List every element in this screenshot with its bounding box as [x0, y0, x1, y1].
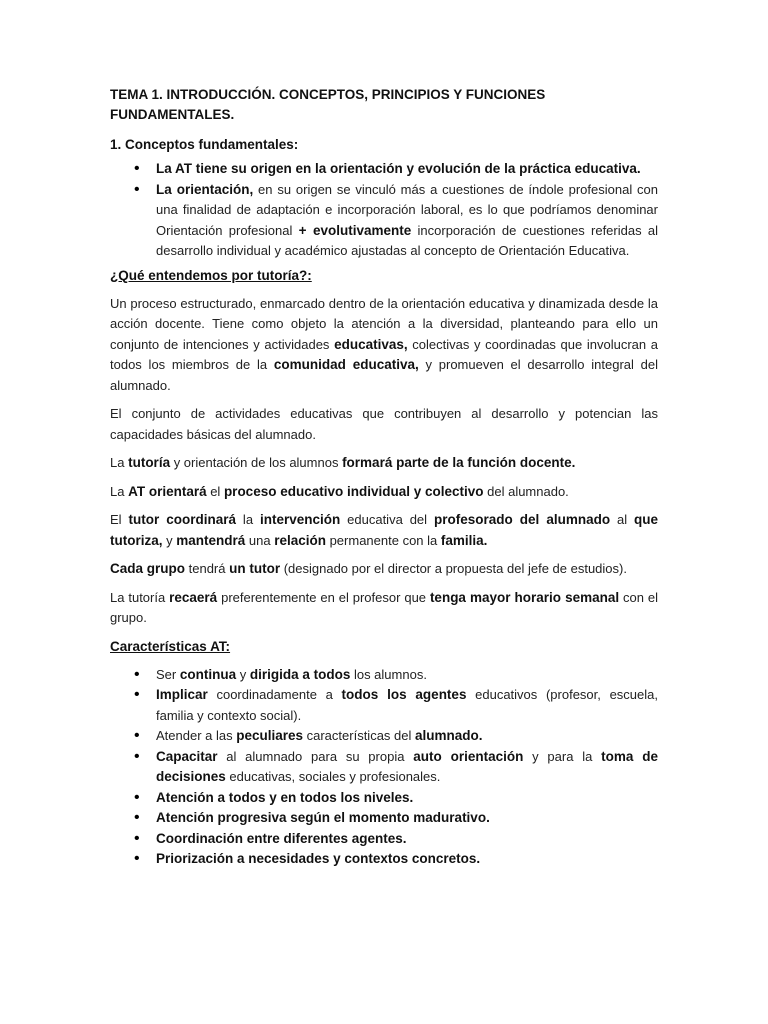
bold-text: AT orientará: [128, 483, 207, 499]
heading-que-es-tutoria: ¿Qué entendemos por tutoría?:: [110, 267, 312, 283]
text-run: en su origen se vinculó más a cuestiones de índole profesional con una finalidad de adaptación e incorporación laboral, es lo que podríamos denominar Orientación profesional: [156, 181, 658, 238]
paragraph: [110, 294, 658, 397]
bold-text: todos los agentes: [341, 687, 467, 702]
bold-text: dirigida a todos: [249, 666, 351, 682]
paragraph: [110, 510, 658, 551]
bold-text: peculiares: [236, 728, 304, 743]
text-run: Ser: [156, 666, 180, 682]
text-run: El conjunto de actividades educativas que contribuyen al desarrollo y potencian las capacidades básicas del alumnado.: [110, 406, 658, 442]
bold-text: profesorado del alumnado: [433, 512, 611, 527]
bold-text: La orientación,: [156, 181, 254, 197]
text-run: el: [206, 483, 224, 499]
bullet-list-caracteristicas: [110, 665, 658, 870]
text-run: educativa del: [340, 512, 434, 527]
text-run: educativos (profesor, escuela, familia y contexto social).: [156, 687, 658, 723]
text-run: educativas, sociales y profesionales.: [225, 769, 441, 784]
list-item: [156, 808, 658, 829]
text-run: y: [236, 666, 250, 682]
text-run: y promueven el desarrollo integral del alumnado.: [110, 357, 658, 393]
list-item: [156, 849, 658, 870]
list-item: [156, 685, 658, 726]
text-run: permanente con la: [325, 532, 441, 548]
bold-text: mantendrá: [176, 532, 246, 548]
text-run: características del: [303, 728, 416, 743]
text-run: y: [162, 532, 177, 548]
paragraph: [110, 482, 658, 503]
bold-text: toma de decisiones: [156, 748, 659, 784]
text-run: los alumnos.: [350, 666, 427, 682]
bold-text: intervención: [259, 512, 341, 527]
list-item: [156, 159, 658, 180]
bold-text: Implicar: [156, 687, 208, 702]
document-title: TEMA 1. INTRODUCCIÓN. CONCEPTOS, PRINCIPIOS Y FUNCIONES FUNDAMENTALES.: [110, 87, 546, 122]
list-item: [156, 829, 658, 850]
text-run: y para la: [523, 748, 602, 764]
paragraph: [110, 453, 658, 474]
list-item: [156, 665, 658, 686]
text-run: una: [245, 532, 275, 548]
bold-text: Atención a todos y en todos los niveles.: [156, 789, 414, 805]
bold-text: comunidad educativa,: [273, 357, 419, 372]
text-run: La: [110, 483, 129, 499]
text-run: Un proceso estructurado, enmarcado dentro de la orientación educativa y dinamizada desde la acción docente. Tiene como objeto la atención a la diversidad, planteando para ello un conjunto de intenciones y actividades: [110, 295, 658, 352]
bold-text: auto orientación: [413, 748, 524, 764]
text-run: La tutoría: [110, 589, 170, 605]
text-run: incorporación de cuestiones referidas al desarrollo individual y académico ajustadas al concepto de Orientación Educativa.: [156, 222, 658, 258]
text-run: al alumnado para su propia: [217, 748, 414, 764]
text-run: coordinadamente a: [207, 687, 342, 702]
bold-text: tenga mayor horario semanal: [429, 589, 620, 605]
list-item: [156, 788, 658, 809]
bold-text: Priorización a necesidades y contextos concretos.: [156, 851, 481, 866]
paragraph: [110, 404, 658, 445]
bold-text: familia.: [440, 532, 488, 548]
bold-text: tutoría: [128, 455, 171, 470]
paragraph: [110, 559, 658, 580]
bold-text: tutor coordinará: [128, 512, 237, 527]
text-run: preferentemente en el profesor que: [217, 589, 430, 605]
list-item: [156, 747, 658, 788]
list-item: [156, 726, 658, 747]
text-run: (designado por el director a propuesta del jefe de estudios).: [280, 561, 627, 576]
bold-text: continua: [179, 666, 237, 682]
bold-text: + evolutivamente: [298, 222, 412, 238]
bold-text: alumnado.: [415, 728, 483, 743]
heading-caracteristicas-at: Características AT:: [110, 638, 231, 654]
text-run: Atender a las: [156, 728, 237, 743]
bold-text: proceso educativo individual y colectivo: [223, 483, 484, 499]
text-run: la: [236, 512, 260, 527]
bold-text: Atención progresiva según el momento madurativo.: [156, 810, 490, 825]
bold-text: un tutor: [229, 561, 281, 576]
text-run: colectivas y coordinadas que involucran a todos los miembros de la: [110, 336, 658, 372]
text-run: La: [110, 455, 129, 470]
bold-text: relación: [274, 532, 326, 548]
text-run: del alumnado.: [483, 483, 569, 499]
text-run: al: [610, 512, 635, 527]
bold-text: Cada grupo: [110, 561, 186, 576]
bold-text: Coordinación entre diferentes agentes.: [156, 830, 407, 846]
text-run: con el grupo.: [110, 589, 658, 625]
bold-text: educativas,: [334, 336, 408, 352]
section-heading-conceptos: 1. Conceptos fundamentales:: [110, 137, 299, 152]
bold-text: que tutoriza,: [110, 512, 659, 548]
list-item: [156, 180, 658, 262]
text-run: El: [110, 512, 129, 527]
paragraph: [110, 588, 658, 629]
bold-text: formará parte de la función docente.: [342, 455, 576, 470]
bullet-list-conceptos: [110, 159, 658, 262]
bold-text: Capacitar: [156, 748, 218, 764]
text-run: y orientación de los alumnos: [170, 455, 343, 470]
bold-text: La AT tiene su origen en la orientación y evolución de la práctica educativa.: [156, 161, 641, 176]
text-run: tendrá: [185, 561, 230, 576]
bold-text: recaerá: [169, 589, 218, 605]
